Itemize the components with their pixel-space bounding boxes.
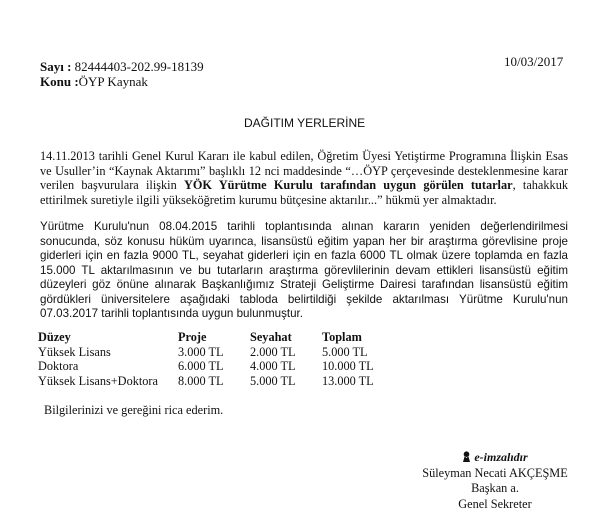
signatory-title-1: Başkan a. (471, 481, 519, 495)
table-row (38, 345, 412, 360)
table-header-cell: Proje (178, 330, 207, 344)
document-date: 10/03/2017 (504, 54, 564, 69)
sayi-value: 82444403-202.99-18139 (74, 59, 204, 74)
table-header-cell: Düzey (38, 330, 71, 344)
signature-icon (462, 451, 471, 462)
allocation-table (38, 330, 412, 388)
table-cell: 8.000 TL (178, 373, 224, 388)
table-cell: Yüksek Lisans (38, 344, 111, 359)
sayi-label: Sayı : (40, 59, 72, 74)
table-cell: 6.000 TL (178, 359, 224, 373)
table-cell: 13.000 TL (322, 373, 374, 388)
paragraph-1-bold-part: YÖK Yürütme Kurulu tarafından uygun görülen tutarlar (183, 178, 513, 192)
table-row (38, 374, 412, 389)
table-header-row (38, 330, 412, 345)
table-cell: Yüksek Lisans+Doktora (38, 373, 158, 388)
table-cell: 4.000 TL (250, 359, 296, 373)
paragraph-1 (40, 149, 568, 207)
table-cell: 5.000 TL (250, 373, 296, 388)
table-cell: 5.000 TL (322, 344, 368, 359)
closing-line: Bilgilerinizi ve gereğini rica ederim. (44, 403, 224, 417)
document-number (40, 59, 204, 75)
table-cell: Doktora (38, 359, 79, 373)
table-cell: 2.000 TL (250, 344, 296, 359)
e-signature-text: e-imzalıdır (474, 450, 528, 464)
signatory-title-2: Genel Sekreter (458, 496, 532, 511)
recipient-heading: DAĞITIM YERLERİNE (244, 116, 366, 130)
table-row (38, 359, 412, 374)
konu-value: ÖYP Kaynak (78, 74, 148, 89)
table-cell: 3.000 TL (178, 344, 224, 359)
document-subject (40, 74, 148, 90)
signatory-name: Süleyman Necati AKÇEŞME (422, 465, 568, 480)
table-cell: 10.000 TL (322, 359, 374, 373)
table-header-cell: Seyahat (250, 330, 292, 344)
paragraph-1-part-2: , tahakkuk ettirilmek suretiyle ilgili yükseköğretim kurumu bütçesine aktarılır...” hükmü yer almaktadır. (40, 178, 568, 207)
paragraph-2: Yürütme Kurulu'nun 08.04.2015 tarihli toplantısında alınan kararın yeniden değerlendirilmesi sonucunda, söz konusu hüküm uyarınca, lisansüstü eğitim yapan her bir araştırma görevlisine proje giderleri için en fazla 9000 TL, seyahat giderleri için en fazla 6000 TL olmak üzere toplamda en fazla 15.000 TL aktarılmasının ve bu tutarların araştırma görevlilerinin devam ettikleri lisansüstü eğitim düzeyleri göz önüne alınarak Başkanlığımız Strateji Geliştirme Dairesi tarafından lisansüstü eğitim gördükleri üniversitelere aşağıdaki tabloda belirtildiği şekilde aktarılması Yürütme Kurulu'nun 07.03.2017 tarihli toplantısında uygun bulunmuştur. (40, 220, 568, 320)
signature-block (410, 450, 580, 512)
paragraph-1-part-1: 14.11.2013 tarihli Genel Kurul Kararı ile kabul edilen, Öğretim Üyesi Yetiştirme Programına İlişkin Esas ve Usuller’in “Kaynak Aktarımı” başlıklı 12 nci maddesinde “…ÖYP çerçevesinde desteklenmesine karar verilen başvurulara ilişkin (40, 149, 568, 192)
table-header-cell: Toplam (322, 330, 362, 344)
e-signature-note (410, 450, 580, 466)
konu-label: Konu : (40, 74, 79, 89)
